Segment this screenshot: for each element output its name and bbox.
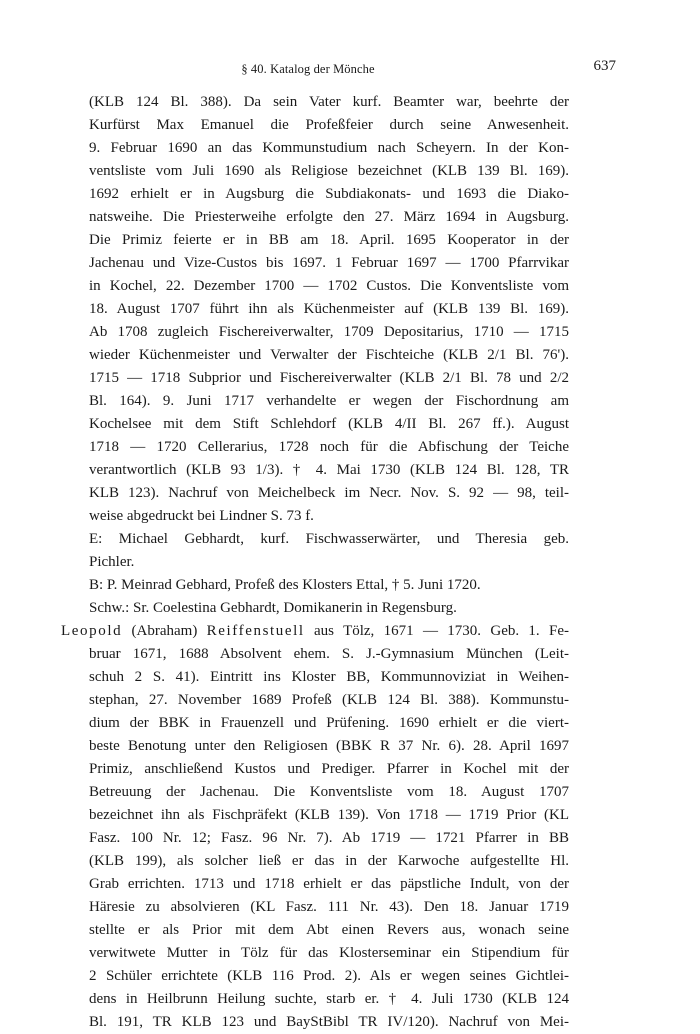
- entry-religious-name: (Abraham): [131, 623, 198, 639]
- text-line: E: Michael Gebhardt, kurf. Fischwasserwärter, und Theresia geb.: [89, 531, 569, 547]
- text-line: bruar 1671, 1688 Absolvent ehem. S. J.-Gymnasium München (Leit-: [89, 646, 569, 662]
- text-line: Schw.: Sr. Coelestina Gebhardt, Domikanerin in Regensburg.: [89, 600, 457, 616]
- entry-heading-line: [61, 620, 569, 643]
- text-line: Die Primiz feierte er in BB am 18. April. 1695 Kooperator in der: [89, 232, 569, 248]
- text-line: 2 Schüler errichtete (KLB 116 Prod. 2). Als er wegen seines Gichtlei-: [89, 968, 569, 984]
- text-line: 18. August 1707 führt ihn als Küchenmeister auf (KLB 139 Bl. 169).: [89, 301, 569, 317]
- text-line: Häresie zu absolvieren (KL Fasz. 111 Nr. 43). Den 18. Januar 1719: [89, 899, 569, 915]
- text-line: stephan, 27. November 1689 Profeß (KLB 124 Bl. 388). Kommunstu-: [89, 692, 569, 708]
- text-line: schuh 2 S. 41). Eintritt ins Kloster BB, Kommunnoviziat in Weihen-: [89, 669, 569, 685]
- text-line: (KLB 124 Bl. 388). Da sein Vater kurf. Beamter war, beehrte der: [89, 94, 569, 110]
- running-title: § 40. Katalog der Mönche: [241, 62, 375, 76]
- text-line: Kochelsee mit dem Stift Schlehdorf (KLB 4/II Bl. 267 ff.). August: [89, 416, 569, 432]
- text-line: (KLB 199), als solcher ließ er das in der Karwoche aufgestellte Hl.: [89, 853, 569, 869]
- text-line: beste Benotung unter den Religiosen (BBK R 37 Nr. 6). 28. April 1697: [89, 738, 569, 754]
- entry-given-name: Leopold: [61, 623, 123, 639]
- text-line: Betreuung der Jachenau. Die Konventsliste vom 18. August 1707: [89, 784, 569, 800]
- text-line: weise abgedruckt bei Lindner S. 73 f.: [89, 508, 314, 524]
- text-line: 1692 erhielt er in Augsburg die Subdiakonats- und 1693 die Diako-: [89, 186, 569, 202]
- text-line: Kurfürst Max Emanuel die Profeßfeier durch seine Anwesenheit.: [89, 117, 569, 133]
- entry-surname: Reiffenstuell: [206, 623, 305, 639]
- text-line: B: P. Meinrad Gebhard, Profeß des Klosters Ettal, † 5. Juni 1720.: [89, 577, 481, 593]
- text-line: bezeichnet ihn als Fischpräfekt (KLB 139). Von 1718 — 1719 Prior (KL: [89, 807, 569, 823]
- text-line: Primiz, anschließend Kustos und Prediger. Pfarrer in Kochel mit der: [89, 761, 569, 777]
- text-line: dens in Heilbrunn Heilung suchte, starb er. † 4. Juli 1730 (KLB 124: [89, 991, 569, 1007]
- text-line: 1715 — 1718 Subprior und Fischereiverwalter (KLB 2/1 Bl. 78 und 2/2: [89, 370, 569, 386]
- text-line: Jachenau und Vize-Custos bis 1697. 1 Februar 1697 — 1700 Pfarrvikar: [89, 255, 569, 271]
- page-number: 637: [593, 58, 616, 74]
- text-line: KLB 123). Nachruf von Meichelbeck im Necr. Nov. S. 92 — 98, teil-: [89, 485, 569, 501]
- text-line: Bl. 164). 9. Juni 1717 verhandelte er wegen der Fischordnung am: [89, 393, 569, 409]
- text-line: in Kochel, 22. Dezember 1700 — 1702 Custos. Die Konventsliste vom: [89, 278, 569, 294]
- text-line: Pichler.: [89, 554, 135, 570]
- text-line: Ab 1708 zugleich Fischereiverwalter, 1709 Depositarius, 1710 — 1715: [89, 324, 569, 340]
- text-line: stellte er als Prior mit dem Abt einen Revers aus, wonach seine: [89, 922, 569, 938]
- text-line: verantwortlich (KLB 93 1/3). † 4. Mai 1730 (KLB 124 Bl. 128, TR: [89, 462, 569, 478]
- text-line: 9. Februar 1690 an das Kommunstudium nach Scheyern. In der Kon-: [89, 140, 569, 156]
- text-line: ventsliste vom Juli 1690 als Religiose bezeichnet (KLB 139 Bl. 169).: [89, 163, 569, 179]
- text-line: wieder Küchenmeister und Verwalter der Fischteiche (KLB 2/1 Bl. 76').: [89, 347, 569, 363]
- text-line: Grab errichten. 1713 und 1718 erhielt er das päpstliche Indult, von der: [89, 876, 569, 892]
- text-line: verwitwete Mutter in Tölz für das Klosterseminar ein Stipendium für: [89, 945, 569, 961]
- text-line: 1718 — 1720 Cellerarius, 1728 noch für die Abfischung der Teiche: [89, 439, 569, 455]
- text-line: Bl. 191, TR KLB 123 und BayStBibl TR IV/120). Nachruf von Mei-: [89, 1014, 569, 1030]
- text-line: natsweihe. Die Priesterweihe erfolgte den 27. März 1694 in Augsburg.: [89, 209, 569, 225]
- entry-heading-rest: aus Tölz, 1671 — 1730. Geb. 1. Fe-: [314, 623, 569, 639]
- text-line: dium der BBK in Frauenzell und Prüfening. 1690 erhielt er die viert-: [89, 715, 569, 731]
- text-line: Fasz. 100 Nr. 12; Fasz. 96 Nr. 7). Ab 1719 — 1721 Pfarrer in BB: [89, 830, 569, 846]
